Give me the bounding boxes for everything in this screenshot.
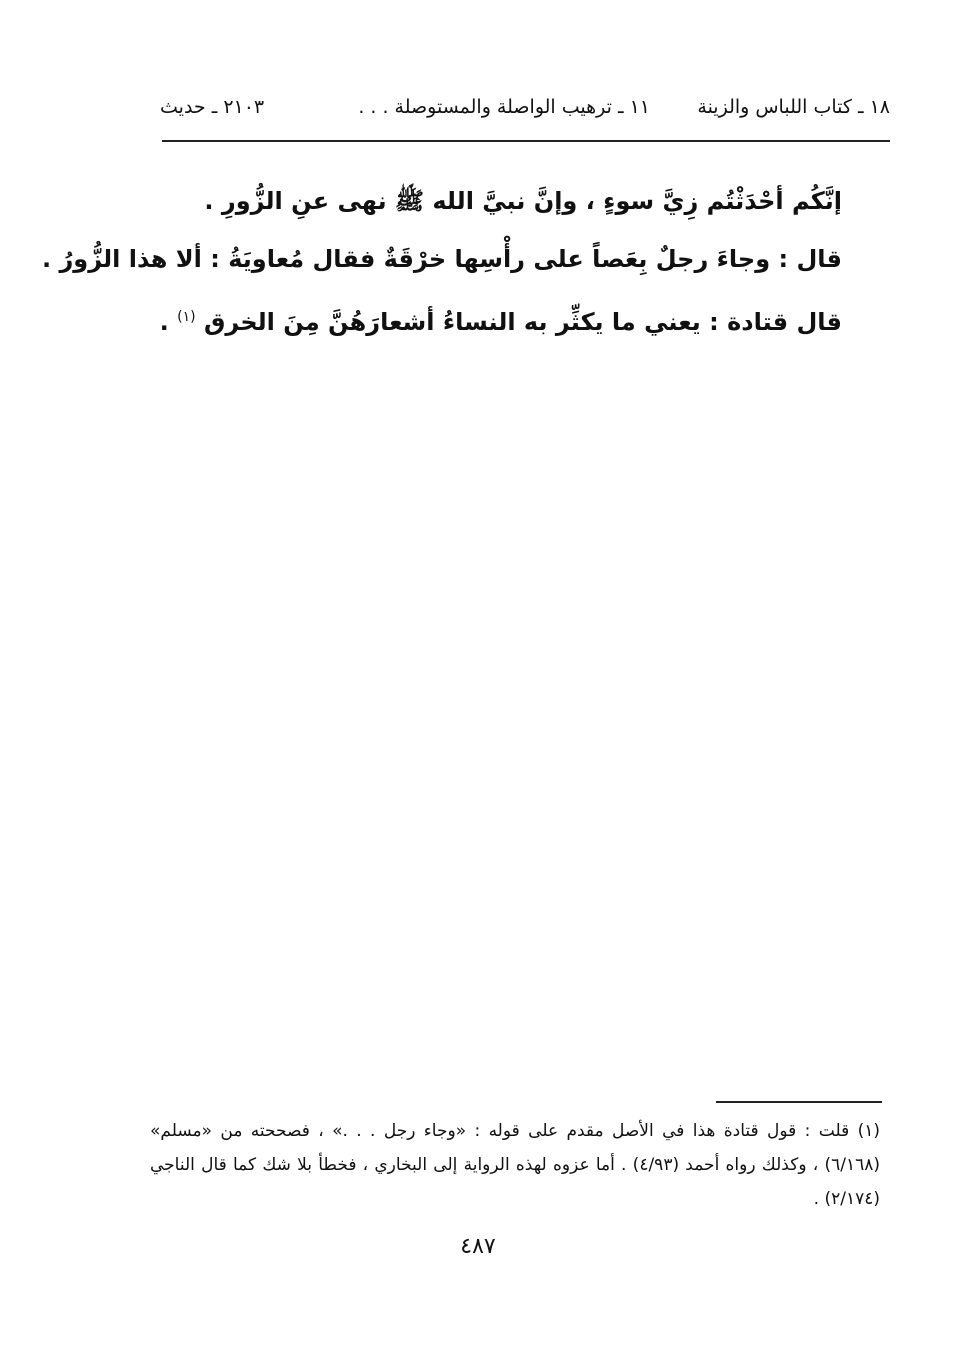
footnote-1: (١) قلت : قول قتادة هذا في الأصل مقدم على قوله : «وجاء رجل . . .» ، فصححته من «مسلم» (٦/١٦٨) ، وكذلك رواه أحمد (٤/٩٣) . أما عزوه لهذه الرواية إلى البخاري ، فخطأ بلا شك كما قال الناجي (٢/١٧٤) . — [150, 1121, 880, 1209]
main-text-line-2: قال : وجاءَ رجلٌ بِعَصاً على رأْسِها خرْقَةٌ فقال مُعاويَةُ : ألا هذا الزُّورُ . — [41, 245, 842, 273]
footnote-reference[interactable]: (١) — [177, 309, 196, 325]
main-text-line-1: إنَّكُم أحْدَثْتُم زِيَّ سوءٍ ، وإنَّ نبيَّ الله ﷺ نهى عنِ الزُّورِ . — [204, 187, 842, 215]
main-text-line-3-content: قال قتادة : يعني ما يكثِّر به النساءُ أشعارَهُنَّ مِنَ الخرق — [203, 308, 842, 336]
running-header — [160, 92, 890, 126]
footnote-divider — [716, 1101, 882, 1103]
main-text — [41, 172, 842, 351]
footnotes — [150, 1114, 880, 1216]
main-text-line-3-end: . — [159, 308, 169, 336]
header-hadith-number: ٢١٠٣ ـ حديث — [160, 96, 265, 118]
main-text-line-3 — [159, 288, 842, 351]
header-divider — [162, 140, 890, 142]
header-chapter-title: ١١ ـ ترهيب الواصلة والمستوصلة . . . — [358, 96, 650, 118]
page-number: ٤٨٧ — [460, 1234, 496, 1259]
header-book-title: ١٨ ـ كتاب اللباس والزينة — [697, 96, 890, 118]
